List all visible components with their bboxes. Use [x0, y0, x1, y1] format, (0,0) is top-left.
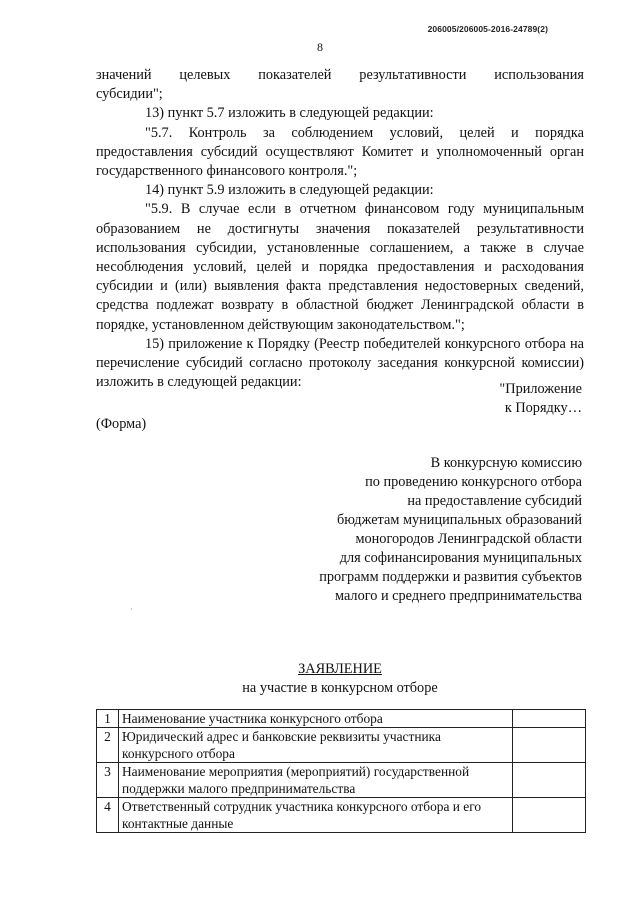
- appendix-line: к Порядку…: [504, 400, 582, 416]
- page-number: 8: [317, 40, 323, 54]
- row-number: 1: [97, 710, 119, 728]
- addressee-line: бюджетам муниципальных образований: [337, 512, 582, 528]
- addressee-line: В конкурсную комиссию: [430, 455, 582, 471]
- form-label: (Форма): [96, 416, 147, 432]
- paragraph-continuation-end: субсидии";: [96, 86, 163, 103]
- form-title: [0, 660, 640, 698]
- paragraph-item-15: 15) приложение к Порядку (Реестр победителей конкурсного отбора на перечисление субсидий согласно протоколу заседания конкурсной комиссии) изложить в следующей редакции:: [96, 335, 584, 391]
- row-number: 4: [97, 798, 119, 833]
- form-title-subtitle: на участие в конкурсном отборе: [242, 680, 438, 696]
- row-label: Ответственный сотрудник участника конкурсного отбора и его контактные данные: [119, 798, 513, 833]
- row-value-cell: [513, 710, 586, 728]
- document-id: 206005/206005-2016-24789(2): [427, 24, 548, 34]
- addressee-line: для софинансирования муниципальных: [339, 550, 582, 566]
- addressee-line: программ поддержки и развития субъектов: [319, 569, 582, 585]
- row-number: 2: [97, 728, 119, 763]
- addressee-block: [282, 454, 582, 606]
- appendix-line: "Приложение: [499, 381, 582, 397]
- table-row: [97, 710, 586, 728]
- table-row: [97, 728, 586, 763]
- row-number: 3: [97, 763, 119, 798]
- addressee-line: малого и среднего предпринимательства: [335, 588, 582, 604]
- addressee-line: на предоставление субсидий: [407, 493, 582, 509]
- row-value-cell: [513, 798, 586, 833]
- addressee-line: моногородов Ленинградской области: [355, 531, 582, 547]
- paragraph-item-14: 14) пункт 5.9 изложить в следующей редакции:: [145, 182, 434, 199]
- stray-mark: ·: [130, 605, 133, 614]
- row-label: Наименование мероприятия (мероприятий) государственной поддержки малого предпринимательства: [119, 763, 513, 798]
- form-title-main: ЗАЯВЛЕНИЕ: [298, 661, 382, 677]
- appendix-heading: [342, 380, 582, 418]
- row-label: Юридический адрес и банковские реквизиты участника конкурсного отбора: [119, 728, 513, 763]
- application-table: [96, 709, 586, 833]
- row-label: Наименование участника конкурсного отбора: [119, 710, 513, 728]
- row-value-cell: [513, 763, 586, 798]
- document-body: [96, 66, 584, 392]
- row-value-cell: [513, 728, 586, 763]
- addressee-line: по проведению конкурсного отбора: [365, 474, 582, 490]
- table-row: [97, 763, 586, 798]
- paragraph-item-13: 13) пункт 5.7 изложить в следующей редакции:: [145, 105, 434, 122]
- paragraph-clause-5-7: "5.7. Контроль за соблюдением условий, целей и порядка предоставления субсидий осуществляют Комитет и уполномоченный орган государственного финансового контроля.";: [96, 124, 584, 180]
- table-row: [97, 798, 586, 833]
- paragraph-clause-5-9: "5.9. В случае если в отчетном финансовом году муниципальным образованием не достигнуты значения показателей результативности использования субсидии, установленные соглашением, а также в случае несоблюдения условий, целей и порядка предоставления и расходования субсидии и (или) выявления факта представления недостоверных сведений, средства подлежат возврату в областной бюджет Ленинградской области в порядке, установленном действующим законодательством.";: [96, 201, 584, 333]
- paragraph-continuation: значений целевых показателей результативности использования: [96, 67, 584, 83]
